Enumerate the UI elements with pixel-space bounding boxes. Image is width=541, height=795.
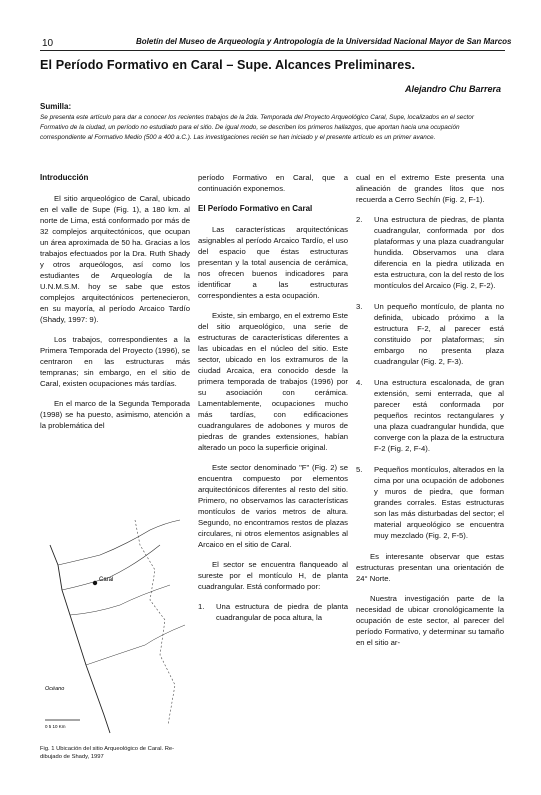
paragraph: El sitio arqueológico de Caral, ubicado en el valle de Supe (Fig. 1), a 180 km. al norte de Lima, está conformado por más de 32 complejos arquitectónicos, que ocupan un área aproximada de 50 ha. Gracias a los trabajos efectuados por la Dra. Ruth Shady y otros arqueólogos, así como los estudiantes de Arqueología de la U.N.M.S.M. hoy se sabe que estos complejos arquitectónicos pertenecieron, en su mayoría, al período Arcaico Tardío (Shady, 1997: 9). [40,194,190,324]
list-item-text: Una estructura de piedra de planta cuadrangular de poca altura, la [216,602,348,622]
list-number: 4. [356,378,363,387]
list-item-text: Una estructura escalonada, de gran extensión, semi enterrada, que al parecer está conformada por pequeños recintos rectangulares y una plaza cuadrangular hundida, que converge con la plaza de la estructura F-2 (Fig. 2, F-4). [374,378,504,453]
list-number: 2. [356,215,363,224]
author-name: Alejandro Chu Barrera [404,84,501,94]
list-item [356,377,504,454]
abstract-text: Se presenta este artículo para dar a conocer los recientes trabajos de la 2da. Temporada del Proyecto Arqueológico Caral, Supe, localizados en el sector Formativo de la ciudad, un período no estudiado para el sitio. De igual modo, se describen los primeros hallazgos, que aportan hacia una ocupación correspondiente al Formativo Medio (500 a 400 a.C.). Las investigaciones recién se han iniciado y el presente artículo es un primer avance. [40,114,474,142]
header-rule [40,50,505,51]
caral-label: Caral [99,577,114,583]
list-item: 1. Una estructura de piedra de planta cuadrangular de poca altura, la [198,602,348,622]
paragraph: Nuestra investigación parte de la necesidad de ubicar cronológicamente la ocupación de este sector, al parecer del período Formativo, y determinar su tamaño en el sitio ar- [356,594,504,647]
journal-header: Boletín del Museo de Arqueología y Antropología de la Universidad Nacional Mayor de San Marcos [136,37,512,46]
list-item-text: Pequeños montículos, alterados en la cima por una ocupación de adobones y muros de piedra, que forman grandes corrales. Estas estructuras son las más disturbadas del sector; el material arqueológico se encuentra muy mezclado (Fig. 2, F-5). [374,465,504,540]
scale-label: 0 5 10 Km [45,724,66,729]
list-item-text: Un pequeño montículo, de planta no definida, ubicado próximo a la estructura F-2, al parecer está constituido por plataformas; sin embargo no presenta plaza cuadrangular (Fig. 2, F-3). [374,302,504,366]
caral-site-marker [93,581,97,585]
page-number: 10 [42,38,54,49]
region-boundary [135,520,175,725]
structure-list [198,601,348,623]
river-fortaleza [70,585,170,615]
section-heading-intro: Introducción [40,173,89,182]
paragraph: En el marco de la Segunda Temporada (1998) se ha puesto, asimismo, atención a la problemática del [40,399,190,430]
list-item-text: Una estructura de piedras, de planta cuadrangular, conformada por dos plataformas y una plaza cuadrangular hundida. Observamos una clara diferencia en la piedra utilizada en esta estructura, con la del resto de los montículos del Arcaico (Fig. 2, F-2). [374,215,504,290]
list-number: 3. [356,302,363,311]
river-huaura [86,625,185,665]
location-map-figure [40,515,190,735]
list-item [356,214,504,291]
list-number: 5. [356,465,363,474]
paragraph: Este sector denominado "F" (Fig. 2) se encuentra compuesto por elementos arquitectónicos diferentes al resto del sitio. Primero, no observamos las características montículos de varios metros de altura. Segundo, no encontramos restos de plazas circulares, ni otros elementos asignables al Arcaico en el sitio de Caral. [198,463,348,549]
river-pativilca [58,520,180,565]
column-2 [198,172,348,633]
paragraph: Es interesante observar que estas estructuras presentan una orientación de 24° Norte. [356,552,504,583]
paragraph: Las características arquitectónicas asignables al período Arcaico Tardío, el uso del espacio que éstas estructuras presentan y la total ausencia de cerámica, nos ofrecen buenos indicadores para identificar a las estructuras correspondientes a esta ocupación. [198,225,348,300]
column-3 [356,172,504,657]
paragraph: Existe, sin embargo, en el extremo Este del sitio arqueológico, una serie de estructuras de características diferentes a las ubicadas en el núcleo del sitio. Este sector, ubicado en los extramuros de la ciudad Arcaica, era conocido desde la primera temporada de trabajos (1996) por su asociación con cerámica. Lamentablemente, ocupaciones mucho más tardías, con edificaciones cuadrangulares de adobones y muros de piedras de grandes extensiones, habían alterado un poco la superficie original. [198,311,348,452]
river-supe [62,545,160,590]
paragraph: El sector se encuentra flanqueado al sureste por el montículo H, de planta cuadrangular. Está conformado por: [198,560,348,591]
structure-list [356,214,504,541]
abstract-heading: Sumilla: [40,102,72,111]
paragraph: cual en el extremo Este presenta una alineación de grandes litos que nos recuerda a Cerro Sechín (Fig. 2, F-1). [356,173,504,204]
column-1 [40,172,190,440]
figure-caption: Fig. 1 Ubicación del sitio Arqueológico de Caral. Re-dibujado de Shady, 1997 [40,746,175,760]
paragraph: Los trabajos, correspondientes a la Primera Temporada del Proyecto (1996), se centraron en las estructuras más tempranas; sin embargo, en el sitio de Caral, existen ocupaciones más tardías. [40,335,190,388]
list-item [356,301,504,367]
ocean-label: Océano [45,686,65,692]
paragraph: período Formativo en Caral, que a continuación exponemos. [198,173,348,193]
section-heading-formativo: El Período Formativo en Caral [198,204,313,213]
list-item [356,464,504,541]
coastline [50,545,110,733]
article-title: El Período Formativo en Caral – Supe. Alcances Preliminares. [40,58,416,72]
